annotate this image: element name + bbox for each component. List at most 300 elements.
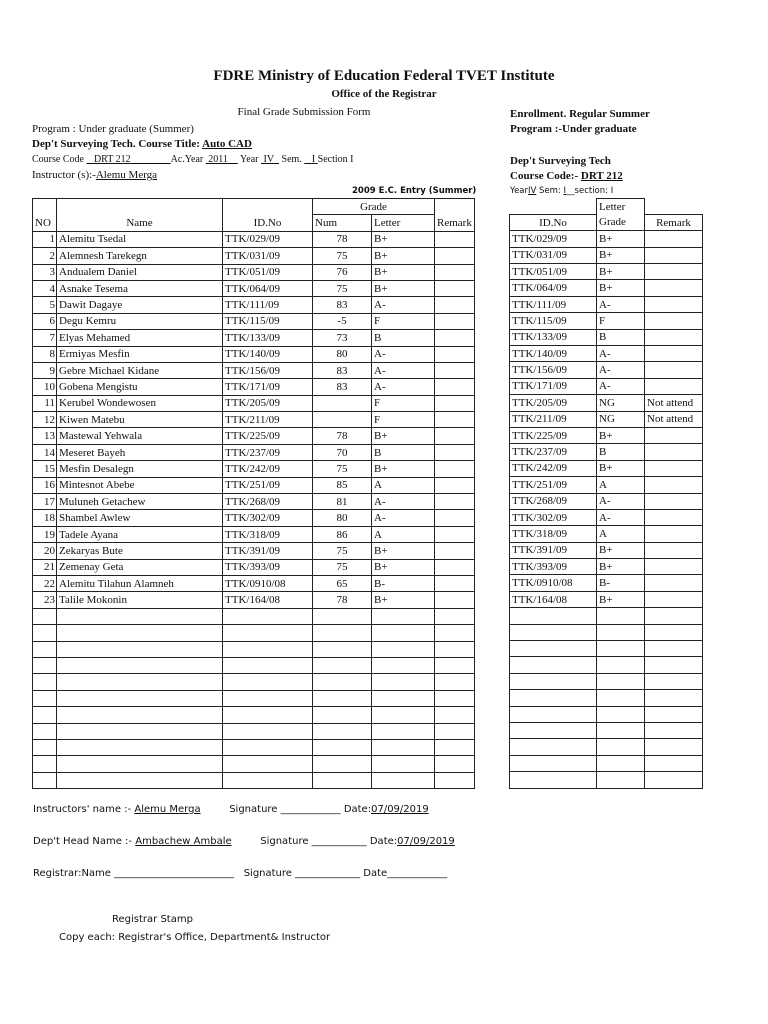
grade-letter: B+ (372, 428, 435, 444)
grade-num: 80 (313, 510, 372, 526)
student-id: TTK/051/09 (223, 264, 313, 280)
student-id: TTK/211/09 (223, 412, 313, 428)
summary-grade: B+ (597, 460, 645, 476)
summary-id: TTK/133/09 (510, 329, 597, 345)
summary-id: TTK/225/09 (510, 427, 597, 443)
row-number: 15 (33, 461, 57, 477)
empty-cell (597, 739, 645, 755)
grade-remark (435, 297, 475, 313)
empty-cell (435, 707, 475, 723)
registrar-date-label: Date (363, 868, 388, 879)
instructor-line (32, 169, 157, 181)
row-number: 5 (33, 297, 57, 313)
empty-cell (313, 657, 372, 673)
empty-cell (313, 674, 372, 690)
name-header: Name (57, 215, 223, 231)
letter-header: Letter (372, 215, 435, 231)
summary-remark (645, 264, 703, 280)
summary-grade: A (597, 477, 645, 493)
empty-cell (645, 690, 703, 706)
summary-remark (645, 526, 703, 542)
grade-letter: A- (372, 346, 435, 362)
grade-letter: A- (372, 297, 435, 313)
grade-num: 83 (313, 297, 372, 313)
student-name: Gobena Mengistu (57, 379, 223, 395)
grade-letter: A- (372, 379, 435, 395)
row-number: 14 (33, 444, 57, 460)
empty-cell (435, 641, 475, 657)
table-row (33, 526, 475, 542)
grade-num: 86 (313, 526, 372, 542)
remark-header: Remark (435, 215, 475, 231)
summary-grade: NG (597, 395, 645, 411)
row-number: 2 (33, 248, 57, 264)
grade-remark (435, 346, 475, 362)
summary-row (510, 329, 703, 345)
summary-row (510, 264, 703, 280)
summary-row (510, 542, 703, 558)
empty-cell (510, 690, 597, 706)
summary-id: TTK/140/09 (510, 346, 597, 362)
empty-cell (372, 657, 435, 673)
student-name: Gebre Michael Kidane (57, 362, 223, 378)
grade-num (313, 395, 372, 411)
empty-cell (57, 641, 223, 657)
summary-id: TTK/115/09 (510, 313, 597, 329)
grade-num: 78 (313, 592, 372, 608)
no-header: NO (33, 215, 57, 231)
empty-row (510, 755, 703, 771)
row-number: 18 (33, 510, 57, 526)
grade-remark (435, 510, 475, 526)
summary-header-row-1 (510, 199, 703, 215)
grade-remark (435, 526, 475, 542)
empty-row (33, 707, 475, 723)
empty-cell (645, 641, 703, 657)
summary-remark (645, 313, 703, 329)
row-number: 7 (33, 330, 57, 346)
empty-cell (313, 641, 372, 657)
program-right: Program :-Under graduate (510, 123, 637, 135)
empty-cell (435, 739, 475, 755)
empty-cell (57, 608, 223, 624)
row-number: 22 (33, 575, 57, 591)
num-header: Num (313, 215, 372, 231)
summary-remark (645, 247, 703, 263)
sem-right-value: I (563, 186, 567, 196)
ac-year-value: 2011 (208, 154, 228, 165)
grade-remark (435, 231, 475, 247)
empty-row (510, 739, 703, 755)
empty-cell (510, 755, 597, 771)
summary-row (510, 247, 703, 263)
empty-cell (510, 641, 597, 657)
row-number: 9 (33, 362, 57, 378)
table-row (33, 428, 475, 444)
summary-id: TTK/156/09 (510, 362, 597, 378)
summary-id-header: ID.No (510, 214, 597, 230)
empty-row (33, 756, 475, 772)
empty-row (510, 641, 703, 657)
empty-cell (435, 657, 475, 673)
empty-cell (372, 707, 435, 723)
summary-remark (645, 346, 703, 362)
grade-letter: B+ (372, 461, 435, 477)
form-title: FDRE Ministry of Education Federal TVET Institute (213, 68, 555, 84)
empty-cell (33, 707, 57, 723)
row-number: 3 (33, 264, 57, 280)
empty-cell (223, 625, 313, 641)
summary-grade: A- (597, 296, 645, 312)
table-row (33, 494, 475, 510)
head-signoff: Dep't Head Name :- Ambachew Ambale Signature ___________ Date:07/09/2019 (33, 836, 455, 847)
summary-remark-header: Remark (645, 214, 703, 230)
grade-letter: B+ (372, 592, 435, 608)
empty-cell (57, 772, 223, 788)
empty-cell (597, 608, 645, 624)
student-id: TTK/302/09 (223, 510, 313, 526)
student-id: TTK/391/09 (223, 543, 313, 559)
empty-cell (223, 723, 313, 739)
empty-row (33, 657, 475, 673)
empty-cell (435, 625, 475, 641)
student-name: Tadele Ayana (57, 526, 223, 542)
empty-cell (645, 755, 703, 771)
grade-num: 70 (313, 444, 372, 460)
instructor-name-label: Instructors' name :- (33, 804, 132, 815)
empty-cell (223, 707, 313, 723)
registrar-signoff: Registrar:Name ________________________ Signature _____________ Date____________ (33, 868, 448, 879)
id-header: ID.No (223, 215, 313, 231)
student-id: TTK/318/09 (223, 526, 313, 542)
empty-cell (645, 624, 703, 640)
grade-header-row-2 (33, 215, 475, 231)
empty-cell (372, 772, 435, 788)
student-id: TTK/111/09 (223, 297, 313, 313)
head-name-value: Ambachew Ambale (135, 836, 232, 847)
summary-remark (645, 280, 703, 296)
office-subtitle: Office of the Registrar (331, 88, 437, 100)
summary-row (510, 477, 703, 493)
student-id: TTK/115/09 (223, 313, 313, 329)
empty-cell (372, 625, 435, 641)
table-row (33, 543, 475, 559)
empty-cell (510, 673, 597, 689)
empty-cell (223, 756, 313, 772)
empty-cell (57, 674, 223, 690)
sem-right-label: Sem: (539, 186, 561, 196)
course-code-right (510, 170, 623, 182)
empty-cell (33, 723, 57, 739)
summary-grade: NG (597, 411, 645, 427)
empty-cell (223, 690, 313, 706)
student-name: Alemitu Tsedal (57, 231, 223, 247)
grade-letter: A- (372, 362, 435, 378)
student-id: TTK/393/09 (223, 559, 313, 575)
dept-course-title (32, 138, 252, 150)
grade-remark (435, 461, 475, 477)
summary-remark (645, 493, 703, 509)
summary-row (510, 378, 703, 394)
grade-remark (435, 494, 475, 510)
empty-cell (372, 739, 435, 755)
summary-id: TTK/111/09 (510, 296, 597, 312)
student-id: TTK/237/09 (223, 444, 313, 460)
empty-cell (372, 756, 435, 772)
table-row (33, 313, 475, 329)
summary-remark (645, 509, 703, 525)
summary-id: TTK/268/09 (510, 493, 597, 509)
student-id: TTK/156/09 (223, 362, 313, 378)
empty-cell (597, 673, 645, 689)
head-signature-label: Signature (260, 836, 309, 847)
table-row (33, 297, 475, 313)
summary-grade: B (597, 444, 645, 460)
grade-num: 76 (313, 264, 372, 280)
empty-cell (33, 608, 57, 624)
table-row (33, 379, 475, 395)
empty-cell (435, 772, 475, 788)
summary-row (510, 493, 703, 509)
summary-id: TTK/064/09 (510, 280, 597, 296)
summary-row (510, 346, 703, 362)
summary-id: TTK/205/09 (510, 395, 597, 411)
summary-row (510, 427, 703, 443)
table-row (33, 592, 475, 608)
grade-remark (435, 264, 475, 280)
grade-remark (435, 428, 475, 444)
summary-id: TTK/0910/08 (510, 575, 597, 591)
summary-grade: B- (597, 575, 645, 591)
student-id: TTK/133/09 (223, 330, 313, 346)
summary-id: TTK/029/09 (510, 231, 597, 247)
empty-row (33, 739, 475, 755)
grade-num (313, 412, 372, 428)
empty-cell (313, 625, 372, 641)
empty-cell (372, 608, 435, 624)
table-row (33, 444, 475, 460)
summary-grade: B+ (597, 542, 645, 558)
table-row (33, 346, 475, 362)
grade-remark (435, 412, 475, 428)
empty-row (33, 690, 475, 706)
summary-remark (645, 329, 703, 345)
grade-letter: B- (372, 575, 435, 591)
empty-cell (510, 706, 597, 722)
summary-grade: A- (597, 346, 645, 362)
empty-cell (313, 690, 372, 706)
student-id: TTK/242/09 (223, 461, 313, 477)
grade-remark (435, 330, 475, 346)
empty-row (510, 624, 703, 640)
course-info-line (32, 154, 354, 165)
empty-cell (597, 755, 645, 771)
empty-cell (510, 608, 597, 624)
empty-cell (510, 624, 597, 640)
summary-grade: B (597, 329, 645, 345)
enrollment-label: Enrollment. Regular Summer (510, 108, 650, 120)
empty-cell (597, 706, 645, 722)
program-left: Program : Under graduate (Summer) (32, 123, 194, 135)
student-id: TTK/064/09 (223, 280, 313, 296)
student-name: Mintesnot Abebe (57, 477, 223, 493)
empty-cell (435, 690, 475, 706)
empty-cell (597, 723, 645, 739)
grade-num: 78 (313, 428, 372, 444)
empty-cell (645, 673, 703, 689)
student-name: Dawit Dagaye (57, 297, 223, 313)
empty-row (510, 673, 703, 689)
grade-num: 85 (313, 477, 372, 493)
course-code-label: Course Code (32, 154, 84, 165)
empty-row (33, 625, 475, 641)
empty-row (33, 608, 475, 624)
registrar-stamp: Registrar Stamp (112, 914, 193, 925)
summary-id: TTK/171/09 (510, 378, 597, 394)
empty-row (33, 674, 475, 690)
ac-year-label: Ac.Year (170, 154, 204, 165)
grade-table (32, 198, 475, 789)
summary-remark (645, 591, 703, 607)
summary-remark (645, 460, 703, 476)
summary-remark (645, 444, 703, 460)
grade-num: 75 (313, 461, 372, 477)
student-name: Muluneh Getachew (57, 494, 223, 510)
grade-num: 75 (313, 280, 372, 296)
student-name: Elyas Mehamed (57, 330, 223, 346)
year-sem-right (510, 186, 613, 196)
row-number: 23 (33, 592, 57, 608)
student-name: Alemnesh Tarekegn (57, 248, 223, 264)
row-number: 6 (33, 313, 57, 329)
grade-num: 75 (313, 543, 372, 559)
summary-row (510, 411, 703, 427)
summary-row (510, 591, 703, 607)
student-name: Degu Kemru (57, 313, 223, 329)
empty-cell (597, 657, 645, 673)
row-number: 20 (33, 543, 57, 559)
empty-cell (645, 772, 703, 788)
student-name: Mesfin Desalegn (57, 461, 223, 477)
empty-cell (223, 739, 313, 755)
grade-remark (435, 592, 475, 608)
grade-letter: F (372, 412, 435, 428)
grade-remark (435, 559, 475, 575)
student-name: Talile Mokonin (57, 592, 223, 608)
student-name: Ermiyas Mesfin (57, 346, 223, 362)
empty-row (510, 657, 703, 673)
student-name: Andualem Daniel (57, 264, 223, 280)
empty-cell (57, 723, 223, 739)
row-number: 4 (33, 280, 57, 296)
course-code-right-value: DRT 212 (580, 170, 623, 182)
summary-remark (645, 296, 703, 312)
sem-label: Sem. (281, 154, 302, 165)
table-row (33, 461, 475, 477)
section-right: __section: I (566, 186, 614, 196)
grade-letter: B (372, 444, 435, 460)
table-row (33, 280, 475, 296)
summary-row (510, 559, 703, 575)
empty-row (510, 608, 703, 624)
grade-letter: A (372, 477, 435, 493)
instructor-signoff: Instructors' name :- Alemu Merga Signature ____________ Date:07/09/2019 (33, 804, 429, 815)
course-code-right-label: Course Code:- (510, 170, 579, 182)
dept-right: Dep't Surveying Tech (510, 155, 611, 167)
table-row (33, 395, 475, 411)
empty-cell (597, 690, 645, 706)
summary-grade: B+ (597, 591, 645, 607)
grade-remark (435, 280, 475, 296)
date-label: Date: (343, 804, 372, 815)
grade-num: 83 (313, 379, 372, 395)
section-label: Section I (317, 154, 354, 165)
empty-cell (645, 706, 703, 722)
student-name: Shambel Awlew (57, 510, 223, 526)
year-right-value: IV (528, 186, 537, 196)
empty-cell (645, 657, 703, 673)
student-id: TTK/225/09 (223, 428, 313, 444)
empty-cell (313, 608, 372, 624)
grade-letter: A (372, 526, 435, 542)
form-name: Final Grade Submission Form (237, 106, 371, 118)
empty-row (510, 706, 703, 722)
summary-id: TTK/031/09 (510, 247, 597, 263)
summary-grade: A- (597, 362, 645, 378)
row-number: 13 (33, 428, 57, 444)
summary-row (510, 296, 703, 312)
table-row (33, 477, 475, 493)
row-number: 8 (33, 346, 57, 362)
row-number: 21 (33, 559, 57, 575)
empty-cell (645, 723, 703, 739)
summary-grade: B+ (597, 280, 645, 296)
empty-cell (510, 657, 597, 673)
summary-grade: A (597, 526, 645, 542)
year-value: IV (263, 154, 275, 165)
summary-row (510, 231, 703, 247)
table-row (33, 412, 475, 428)
empty-cell (223, 641, 313, 657)
grade-num: 80 (313, 346, 372, 362)
summary-remark (645, 231, 703, 247)
student-id: TTK/029/09 (223, 231, 313, 247)
summary-remark: Not attend (645, 395, 703, 411)
summary-remark (645, 378, 703, 394)
letter-bottom-header: Grade (597, 214, 645, 230)
summary-row (510, 509, 703, 525)
empty-cell (223, 608, 313, 624)
year-right-label: Year (510, 186, 528, 196)
instructor-value: Alemu Merga (95, 169, 158, 181)
grade-header: Grade (313, 199, 435, 215)
summary-id: TTK/318/09 (510, 526, 597, 542)
registrar-name-label: Registrar:Name (33, 868, 111, 879)
summary-row (510, 575, 703, 591)
entry-label: 2009 E.C. Entry (Summer) (352, 186, 477, 196)
empty-row (510, 772, 703, 788)
empty-cell (372, 674, 435, 690)
grade-letter: F (372, 395, 435, 411)
grade-remark (435, 575, 475, 591)
letter-top-header: Letter (597, 199, 645, 215)
empty-row (33, 772, 475, 788)
summary-row (510, 362, 703, 378)
row-number: 17 (33, 494, 57, 510)
empty-cell (313, 756, 372, 772)
empty-cell (372, 641, 435, 657)
summary-table (509, 198, 703, 789)
